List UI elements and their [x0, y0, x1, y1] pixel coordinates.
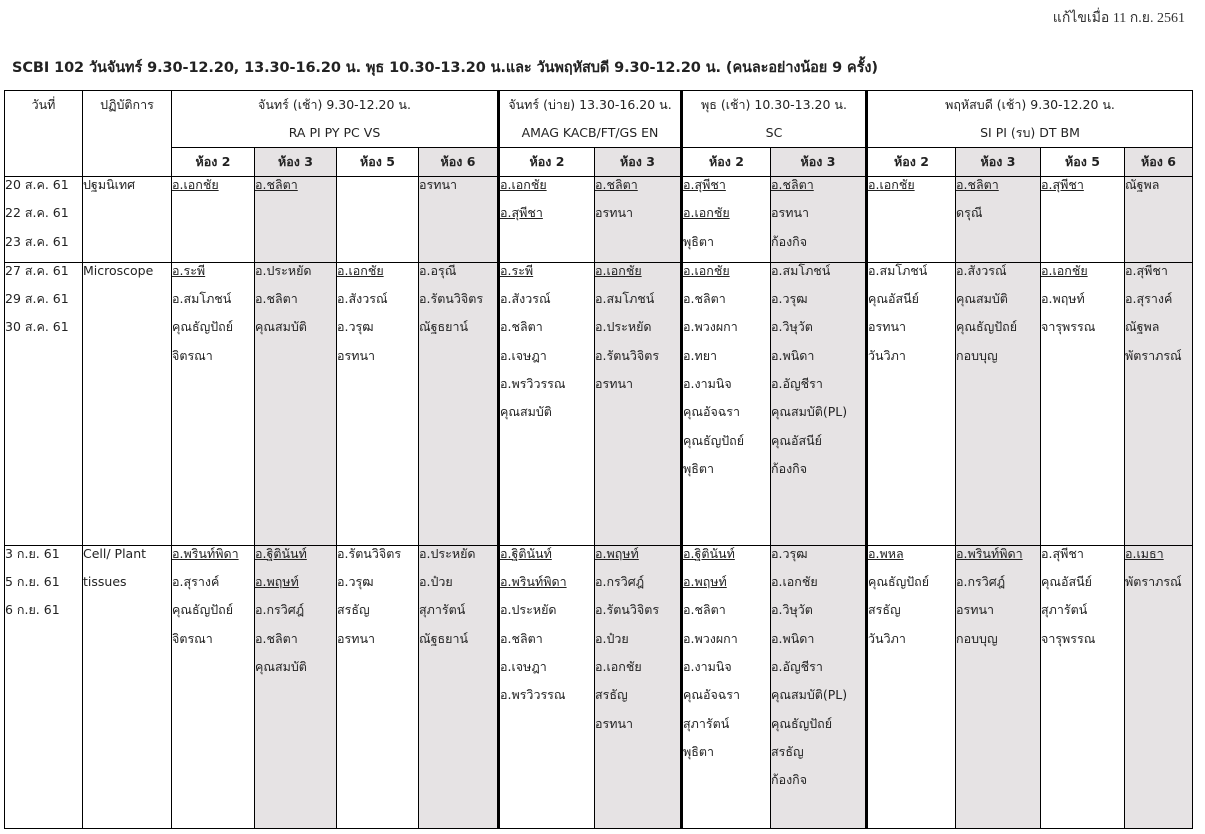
page-title: SCBI 102 วันจันทร์ 9.30-12.20, 13.30-16.20 น. พุธ 10.30-13.20 น.และ วันพฤหัสบดี 9.30-12.20 น. (คนละอย่างน้อย 9 ครั้ง)	[12, 60, 878, 76]
staff-name: พัตราภรณ์	[1125, 574, 1182, 590]
staff-name: อ.สมโภชน์	[771, 262, 831, 278]
date-cell	[5, 177, 83, 263]
staff-name: อ.ประหยัด	[255, 262, 312, 278]
staff-name: ณัฐธยาน์	[419, 630, 469, 646]
staff-name: ก้องกิจ	[771, 233, 808, 249]
room-staff-cell	[172, 545, 255, 828]
room-staff-cell	[682, 545, 771, 828]
staff-name: คุณธัญปัถย์	[172, 602, 234, 618]
lead-instructor-name: อ.เอกชัย	[595, 262, 642, 278]
lab-schedule-table	[4, 90, 1193, 829]
lead-instructor-name: อ.เอกชัย	[1041, 262, 1088, 278]
staff-name: อ.พฤษท์	[1041, 291, 1085, 307]
lead-instructor-name: อ.ฐิตินันท์	[683, 545, 735, 561]
room-staff-cell	[419, 177, 499, 263]
staff-name: อ.สุพีชา	[1041, 545, 1084, 561]
staff-name: ก้องกิจ	[771, 460, 808, 476]
header-room: ห้อง 5	[1041, 148, 1125, 177]
lead-instructor-name: อ.เอกชัย	[500, 177, 547, 192]
staff-name: คุณธัญปัถย์	[771, 715, 833, 731]
header-room: ห้อง 3	[255, 148, 337, 177]
lead-instructor-name: อ.เอกชัย	[683, 205, 730, 221]
lead-instructor-name: อ.พฤษท์	[595, 545, 639, 561]
staff-name: อ.อัญชีรา	[771, 659, 823, 675]
staff-name: สุภารัตน์	[683, 715, 730, 731]
staff-name: คุณอัสนีย์	[771, 432, 822, 448]
staff-name: จิตรณา	[172, 347, 213, 363]
date-text: 23 ส.ค. 61	[5, 233, 69, 249]
date-text: 30 ส.ค. 61	[5, 319, 69, 335]
staff-name: พุธิตา	[683, 460, 715, 476]
header-room: ห้อง 6	[1125, 148, 1193, 177]
staff-name: อรทนา	[419, 177, 458, 192]
header-session-thu-am: พฤหัสบดี (เช้า) 9.30-12.20 น.	[867, 91, 1193, 120]
staff-name: อรทนา	[337, 630, 376, 646]
room-staff-cell	[419, 262, 499, 545]
staff-name: อ.วรุฒ	[337, 574, 374, 590]
room-staff-cell	[419, 545, 499, 828]
staff-name: อ.รัตนวิจิตร	[595, 347, 660, 363]
lead-instructor-name: อ.ชลิตา	[771, 177, 814, 192]
lead-instructor-name: อ.พรินท์พิดา	[956, 545, 1023, 561]
staff-name: อ.พรวิวรรณ	[500, 687, 566, 703]
staff-name: จารุพรรณ	[1041, 319, 1096, 335]
staff-name: อ.พนิดา	[771, 347, 815, 363]
lead-instructor-name: อ.ชลิตา	[255, 177, 298, 192]
staff-name: พุธิตา	[683, 233, 715, 249]
room-staff-cell	[337, 177, 419, 263]
lab-topic-text: ปฐมนิเทศ	[83, 177, 136, 192]
room-staff-cell	[682, 177, 771, 263]
room-staff-cell	[255, 262, 337, 545]
staff-name: อ.เอกชัย	[771, 574, 818, 590]
room-staff-cell	[1125, 545, 1193, 828]
staff-name: วันวิภา	[868, 630, 906, 646]
lead-instructor-name: อ.พหล	[868, 545, 904, 561]
staff-name: อ.วรุฒ	[337, 319, 374, 335]
staff-name: อ.อรุณี	[419, 262, 457, 278]
schedule-row	[5, 545, 1193, 828]
staff-name: สรธัญ	[337, 602, 370, 618]
staff-name: กอบบุญ	[956, 347, 998, 363]
room-staff-cell	[499, 545, 595, 828]
staff-name: อ.พวงผกา	[683, 319, 738, 335]
staff-name: คุณสมบัติ	[255, 659, 307, 675]
room-staff-cell	[867, 262, 956, 545]
lead-instructor-name: อ.พรินท์พิดา	[172, 545, 239, 561]
room-staff-cell	[771, 262, 867, 545]
staff-name: อ.กรวิศฎ์	[956, 574, 1006, 590]
staff-name: อ.รัตนวิจิตร	[419, 291, 484, 307]
room-staff-cell	[255, 177, 337, 263]
date-text: 20 ส.ค. 61	[5, 177, 69, 192]
header-room: ห้อง 2	[499, 148, 595, 177]
date-text: 5 ก.ย. 61	[5, 574, 60, 590]
staff-name: อรทนา	[595, 376, 634, 392]
header-room: ห้อง 6	[419, 148, 499, 177]
room-staff-cell	[337, 545, 419, 828]
header-majors-mon-am: RA PI PY PC VS	[172, 119, 499, 148]
lead-instructor-name: อ.พรินท์พิดา	[500, 574, 567, 590]
lead-instructor-name: อ.ระพี	[172, 262, 206, 278]
staff-name: อ.ชลิตา	[255, 291, 298, 307]
staff-name: อ.วิษุวัต	[771, 319, 813, 335]
staff-name: อ.งามนิจ	[683, 659, 732, 675]
room-staff-cell	[956, 262, 1041, 545]
room-staff-cell	[499, 177, 595, 263]
staff-name: อรทนา	[771, 205, 810, 221]
staff-name: สรธัญ	[868, 602, 901, 618]
lead-instructor-name: อ.ฐิตินันท์	[500, 545, 552, 561]
staff-name: อ.ทยา	[683, 347, 718, 363]
header-room: ห้อง 2	[172, 148, 255, 177]
staff-name: คุณอัสนีย์	[868, 291, 919, 307]
staff-name: จิตรณา	[172, 630, 213, 646]
room-staff-cell	[771, 545, 867, 828]
staff-name: อ.สุรางค์	[1125, 291, 1173, 307]
date-text: 29 ส.ค. 61	[5, 291, 69, 307]
staff-name: อ.ชลิตา	[500, 630, 543, 646]
schedule-row	[5, 177, 1193, 263]
staff-name: คุณธัญปัถย์	[172, 319, 234, 335]
staff-name: คุณสมบัติ	[956, 291, 1008, 307]
staff-name: พัตราภรณ์	[1125, 347, 1182, 363]
staff-name: อรทนา	[868, 319, 907, 335]
lead-instructor-name: อ.เมธา	[1125, 545, 1164, 561]
staff-name: ดรุณี	[956, 205, 983, 221]
room-staff-cell	[1041, 177, 1125, 263]
staff-name: สรธัญ	[595, 687, 628, 703]
lead-instructor-name: อ.พฤษท์	[683, 574, 727, 590]
staff-name: ณัฐพล	[1125, 177, 1160, 192]
staff-name: อ.รัตนวิจิตร	[595, 602, 660, 618]
staff-name: อ.พรวิวรรณ	[500, 376, 566, 392]
header-date: วันที่	[5, 91, 83, 177]
staff-name: สุภารัตน์	[1041, 602, 1088, 618]
lead-instructor-name: อ.ระพี	[500, 262, 534, 278]
header-room: ห้อง 3	[595, 148, 682, 177]
header-majors-wed-am: SC	[682, 119, 867, 148]
room-staff-cell	[1125, 262, 1193, 545]
lab-topic-text: tissues	[83, 574, 127, 590]
lead-instructor-name: อ.เอกชัย	[868, 177, 915, 192]
staff-name: จารุพรรณ	[1041, 630, 1096, 646]
staff-name: อ.เจษฎา	[500, 347, 547, 363]
staff-name: อ.สุพีชา	[1125, 262, 1168, 278]
room-staff-cell	[499, 262, 595, 545]
date-cell	[5, 262, 83, 545]
staff-name: อ.ป๋วย	[419, 574, 453, 590]
staff-name: อ.วรุฒ	[771, 545, 808, 561]
staff-name: อ.ป๋วย	[595, 630, 629, 646]
staff-name: คุณอัจฉรา	[683, 404, 741, 420]
lead-instructor-name: อ.ชลิตา	[956, 177, 999, 192]
date-text: 27 ส.ค. 61	[5, 262, 69, 278]
lab-topic-cell	[83, 545, 172, 828]
header-majors-thu-am: SI PI (รบ) DT BM	[867, 119, 1193, 148]
staff-name: อ.อัญชีรา	[771, 376, 823, 392]
staff-name: วันวิภา	[868, 347, 906, 363]
room-staff-cell	[1041, 545, 1125, 828]
date-text: 22 ส.ค. 61	[5, 205, 69, 221]
room-staff-cell	[956, 545, 1041, 828]
staff-name: คุณธัญปัถย์	[956, 319, 1018, 335]
room-staff-cell	[595, 262, 682, 545]
header-room: ห้อง 2	[682, 148, 771, 177]
header-room: ห้อง 2	[867, 148, 956, 177]
staff-name: อ.งามนิจ	[683, 376, 732, 392]
header-room: ห้อง 3	[771, 148, 867, 177]
room-staff-cell	[337, 262, 419, 545]
staff-name: อ.ประหยัด	[595, 319, 652, 335]
lab-topic-text: Microscope	[83, 262, 154, 278]
staff-name: อ.สมโภชน์	[595, 291, 655, 307]
staff-name: พุธิตา	[683, 743, 715, 759]
header-session-mon-am: จันทร์ (เช้า) 9.30-12.20 น.	[172, 91, 499, 120]
lead-instructor-name: อ.ชลิตา	[595, 177, 638, 192]
staff-name: อ.ชลิตา	[683, 602, 726, 618]
date-cell	[5, 545, 83, 828]
lab-topic-cell	[83, 177, 172, 263]
room-staff-cell	[956, 177, 1041, 263]
staff-name: สรธัญ	[771, 743, 804, 759]
staff-name: คุณอัสนีย์	[1041, 574, 1092, 590]
staff-name: คุณธัญปัถย์	[683, 432, 745, 448]
room-staff-cell	[595, 545, 682, 828]
lead-instructor-name: อ.พฤษท์	[255, 574, 299, 590]
lead-instructor-name: อ.เอกชัย	[172, 177, 219, 192]
staff-name: อ.สังวรณ์	[500, 291, 551, 307]
staff-name: อ.ชลิตา	[255, 630, 298, 646]
lead-instructor-name: อ.สุพีชา	[1041, 177, 1084, 192]
staff-name: อ.เจษฎา	[500, 659, 547, 675]
date-text: 3 ก.ย. 61	[5, 545, 60, 561]
header-lab: ปฏิบัติการ	[83, 91, 172, 177]
staff-name: อรทนา	[956, 602, 995, 618]
lead-instructor-name: อ.สุพีชา	[500, 205, 543, 221]
staff-name: อ.พนิดา	[771, 630, 815, 646]
staff-name: คุณสมบัติ	[500, 404, 552, 420]
staff-name: อ.ชลิตา	[683, 291, 726, 307]
lead-instructor-name: อ.ฐิตินันท์	[255, 545, 307, 561]
staff-name: อรทนา	[595, 205, 634, 221]
room-staff-cell	[172, 177, 255, 263]
staff-name: คุณสมบัติ(PL)	[771, 404, 848, 420]
lead-instructor-name: อ.เอกชัย	[337, 262, 384, 278]
staff-name: อ.สังวรณ์	[337, 291, 388, 307]
staff-name: อ.สมโภชน์	[172, 291, 232, 307]
staff-name: อ.ชลิตา	[500, 319, 543, 335]
staff-name: อรทนา	[595, 715, 634, 731]
schedule-row	[5, 262, 1193, 545]
staff-name: ณัฐพล	[1125, 319, 1160, 335]
room-staff-cell	[172, 262, 255, 545]
lab-topic-cell	[83, 262, 172, 545]
header-session-mon-pm: จันทร์ (บ่าย) 13.30-16.20 น.	[499, 91, 682, 120]
staff-name: อ.สุรางค์	[172, 574, 220, 590]
room-staff-cell	[1125, 177, 1193, 263]
staff-name: อ.พวงผกา	[683, 630, 738, 646]
staff-name: ก้องกิจ	[771, 772, 808, 788]
staff-name: อ.ประหยัด	[419, 545, 476, 561]
staff-name: อ.เอกชัย	[595, 659, 642, 675]
room-staff-cell	[1041, 262, 1125, 545]
staff-name: คุณสมบัติ(PL)	[771, 687, 848, 703]
header-room: ห้อง 5	[337, 148, 419, 177]
staff-name: กอบบุญ	[956, 630, 998, 646]
lead-instructor-name: อ.สุพีชา	[683, 177, 726, 192]
room-staff-cell	[595, 177, 682, 263]
staff-name: ณัฐธยาน์	[419, 319, 469, 335]
staff-name: อ.กรวิศฎ์	[255, 602, 305, 618]
staff-name: อ.รัตนวิจิตร	[337, 545, 402, 561]
staff-name: สุภารัตน์	[419, 602, 466, 618]
staff-name: อรทนา	[337, 347, 376, 363]
staff-name: อ.สังวรณ์	[956, 262, 1007, 278]
header-room: ห้อง 3	[956, 148, 1041, 177]
date-text: 6 ก.ย. 61	[5, 602, 60, 618]
room-staff-cell	[867, 545, 956, 828]
header-majors-mon-pm: AMAG KACB/FT/GS EN	[499, 119, 682, 148]
staff-name: อ.วิษุวัต	[771, 602, 813, 618]
staff-name: อ.วรุฒ	[771, 291, 808, 307]
room-staff-cell	[682, 262, 771, 545]
staff-name: อ.ประหยัด	[500, 602, 557, 618]
lab-topic-text: Cell/ Plant	[83, 545, 147, 561]
staff-name: อ.กรวิศฎ์	[595, 574, 645, 590]
staff-name: คุณอัจฉรา	[683, 687, 741, 703]
revision-date-note: แก้ไขเมื่อ 11 ก.ย. 2561	[1052, 11, 1185, 26]
lead-instructor-name: อ.เอกชัย	[683, 262, 730, 278]
staff-name: อ.สมโภชน์	[868, 262, 928, 278]
room-staff-cell	[255, 545, 337, 828]
room-staff-cell	[771, 177, 867, 263]
staff-name: คุณสมบัติ	[255, 319, 307, 335]
header-session-wed-am: พุธ (เช้า) 10.30-13.20 น.	[682, 91, 867, 120]
room-staff-cell	[867, 177, 956, 263]
staff-name: คุณธัญปัถย์	[868, 574, 930, 590]
